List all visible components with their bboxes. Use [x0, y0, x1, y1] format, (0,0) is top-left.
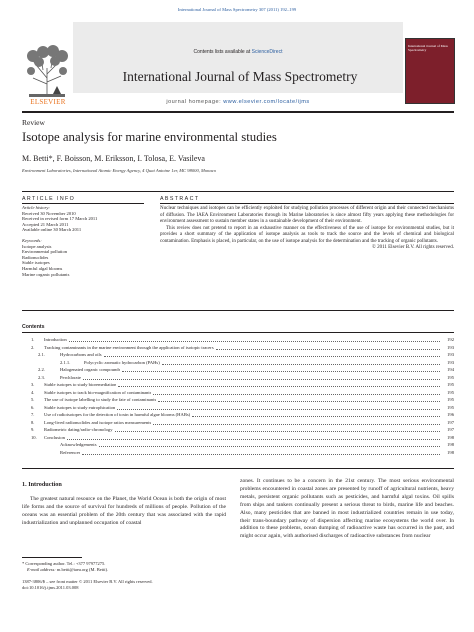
toc-entry[interactable] [22, 360, 454, 368]
keyword-item: Isotope analysis [22, 243, 52, 249]
keyword-item: Stable isotopes [22, 260, 50, 266]
toc-entry[interactable] [22, 345, 454, 353]
toc-entry-title[interactable]: Use of radioisotopes for the detection of toxin in harmful algae blooms (HABs) [44, 412, 191, 417]
toc-leader-dots [192, 412, 440, 417]
toc-entry-number: 8. [31, 419, 35, 425]
toc-entry[interactable] [22, 442, 454, 450]
toc-entry-page: 197 [447, 427, 454, 432]
keyword-item: Marine organic pollutants [22, 271, 70, 277]
toc-entry-page: 196 [447, 412, 454, 417]
table-of-contents [22, 337, 454, 457]
toc-entry-page: 197 [447, 419, 454, 425]
toc-leader-dots [82, 450, 440, 455]
toc-entry-number: 10. [31, 434, 37, 440]
toc-entry-title[interactable]: Polycyclic aromatic hydrocarbon (PAHs) [84, 359, 160, 365]
toc-entry-number: 6. [31, 404, 35, 410]
contents-prefix: Contents lists available at [193, 49, 252, 55]
toc-entry[interactable] [22, 367, 454, 375]
contents-heading: Contents [22, 324, 45, 330]
toc-entry-title[interactable]: Conclusion [44, 434, 65, 440]
article-info-rule [22, 203, 144, 204]
toc-entry-number: 1. [31, 337, 35, 342]
author-list[interactable]: M. Betti*, F. Boisson, M. Eriksson, I. Tolosa, E. Vasileva [22, 154, 205, 163]
toc-entry-title[interactable]: Stable isotopes to track bio-magnification of contaminants [44, 389, 152, 395]
toc-entry-title[interactable]: Hydrocarbons and oils [60, 352, 102, 357]
toc-entry-title[interactable]: Halogenated organic compounds [60, 367, 121, 372]
toc-entry-page: 195 [447, 397, 454, 402]
body-column-right [240, 478, 454, 541]
toc-entry-page: 195 [447, 374, 454, 380]
homepage-prefix: journal homepage: [166, 99, 224, 105]
abstract-bottom-rule [22, 310, 454, 311]
toc-leader-dots [153, 390, 440, 395]
toc-entry-number: 5. [31, 397, 35, 402]
toc-entry-page: 195 [447, 382, 454, 387]
publisher-name: ELSEVIER [30, 98, 66, 106]
cover-title: International Journal of Mass Spectrometry [408, 44, 448, 52]
copyright-notice: © 2011 Elsevier B.V. All rights reserved. [372, 245, 454, 250]
toc-leader-dots [117, 405, 440, 410]
toc-leader-dots [115, 427, 440, 432]
article-info-heading: ARTICLE INFO [22, 196, 76, 202]
toc-entry[interactable] [22, 352, 454, 360]
article-title: Isotope analysis for marine environmental studies [22, 130, 277, 144]
toc-entry[interactable] [22, 337, 454, 345]
contents-bottom-rule [22, 468, 454, 469]
toc-leader-dots [122, 367, 440, 372]
abstract-heading: ABSTRACT [160, 196, 200, 202]
toc-entry-title[interactable]: Introduction [44, 337, 67, 342]
toc-leader-dots [118, 382, 440, 387]
toc-entry[interactable] [22, 412, 454, 420]
toc-entry[interactable] [22, 420, 454, 428]
doi-link[interactable]: doi:10.1016/j.ijms.2011.03.008 [22, 585, 79, 591]
toc-leader-dots [69, 337, 440, 342]
footnote-rule [22, 557, 82, 558]
toc-entry-title[interactable]: Acknowledgements [60, 442, 97, 447]
toc-leader-dots [158, 397, 440, 402]
history-item: Received 30 November 2010 [22, 210, 76, 216]
info-top-rule [22, 191, 454, 192]
toc-entry-page: 193 [447, 359, 454, 365]
email-label: E-mail address: [27, 566, 56, 572]
toc-entry-title[interactable]: Tracking contaminants in the marine environment through the application of isotopic tracers [44, 344, 214, 350]
toc-leader-dots [83, 375, 440, 380]
issn-block [22, 579, 262, 591]
journal-title: International Journal of Mass Spectrometry [122, 69, 358, 84]
toc-entry-title[interactable]: Radiometric dating/radio-chronology [44, 427, 113, 432]
body-paragraph: zones. It continues to be a concern in the 21st century. The most serious environmental problems encountered in coastal zones are presented by runoff of agricultural nutrients, heavy metals, persistent organic pollutants such as pesticides, and harmful algal toxins. Oil spills from ships and tankers continually present a serious threat to birds, marine life and beaches. Also, many pesticides that are banned in most industrialized countries remain in use today, their trans-boundary pathway of dispersion affecting marine ecosystems the world over. In addition to these problems, ocean dumping of radioactive waste has occurred in the past, and might occur again, with authorised discharges of radioactive substances from nuclear [240, 478, 454, 540]
elsevier-tree-logo [23, 38, 71, 100]
toc-leader-dots [67, 435, 440, 440]
toc-entry[interactable] [22, 390, 454, 398]
homepage-link[interactable]: www.elsevier.com/locate/ijms [223, 99, 310, 105]
toc-entry-number: 7. [31, 412, 35, 417]
toc-entry-page: 195 [447, 404, 454, 410]
toc-entry-title[interactable]: Stable isotopes to study bioremediation [44, 382, 117, 387]
article-type: Review [22, 118, 45, 127]
toc-entry-title[interactable]: References [60, 449, 81, 455]
history-label: Article history: [22, 205, 50, 210]
author-affiliation: Environment Laboratories, International Atomic Energy Agency, 4 Quai Antoine 1er, MC 98000, Monaco [22, 168, 217, 173]
toc-entry[interactable] [22, 405, 454, 413]
toc-entry-page: 198 [447, 442, 454, 447]
toc-entry[interactable] [22, 375, 454, 383]
toc-entry-title[interactable]: Long-lived radionuclides and isotope ratios measurements [44, 419, 152, 425]
toc-entry-page: 198 [447, 449, 454, 455]
abstract-paragraph: This review does not pretend to report in an exhaustive manner on the effectiveness of the use of isotope for environmental studies, but it provides a short summary of the application of isotope analysis as tools to track the source and the levels of chemical and biological contamination. Emphasis is placed, in particular, on the use of isotope analysis for the determination and the tracking of organic pollutants. [160, 225, 454, 244]
toc-entry-title[interactable]: Stable isotopes to study eutrophication [44, 404, 116, 410]
history-item: Accepted 21 March 2011 [22, 221, 69, 227]
keywords-label: Keywords: [22, 237, 42, 243]
email-address[interactable]: m.betti@iaea.org (M. Betti). [55, 566, 109, 572]
toc-entry-page: 193 [447, 344, 454, 350]
toc-entry-page: 194 [447, 367, 454, 372]
contents-available-line [73, 49, 403, 55]
toc-entry-number: 2.3. [38, 374, 45, 380]
sciencedirect-link[interactable]: ScienceDirect [251, 49, 283, 55]
abstract-paragraph: Nuclear techniques and isotopes can be efficiently exploited for studying pollution processes of different origin and their connected mechanisms of diffusion. The IAEA Environment Laboratories through its Marine laboratories is since almost fifty years applying these methodologies for environment assessment to sustain member states in a sustainable development of their environment. [160, 206, 454, 224]
toc-entry-number: 4. [31, 389, 35, 395]
body-column-left [22, 496, 226, 528]
toc-entry-page: 192 [447, 337, 454, 342]
abstract-body [160, 206, 454, 252]
journal-homepage-line [73, 99, 403, 105]
keyword-item: Radionuclides [22, 254, 49, 260]
toc-leader-dots [153, 420, 440, 425]
header-rule [22, 111, 454, 113]
toc-entry-number: 9. [31, 427, 35, 432]
contents-rule [22, 332, 454, 333]
toc-leader-dots [162, 360, 440, 365]
toc-entry[interactable] [22, 397, 454, 405]
toc-leader-dots [104, 352, 440, 357]
toc-entry-page: 198 [447, 434, 454, 440]
history-item: Available online 30 March 2011 [22, 227, 82, 233]
corresponding-author-note: * Corresponding author. Tel.: +377 97977275. [22, 561, 106, 566]
toc-entry-page: 195 [447, 389, 454, 395]
toc-entry-number: 2.1.1. [60, 359, 71, 365]
running-citation[interactable]: International Journal of Mass Spectrometry 307 (2011) 192–199 [177, 7, 297, 12]
toc-entry[interactable] [22, 435, 454, 443]
body-paragraph: The greatest natural resource on the Planet, the World Ocean is both the origin of most life forms and the source of survival for hundreds of millions of people. Pollution of the oceans was an essential problem of the 20th century that was associated with the rapid industrialization and unplanned occupation of coastal [22, 496, 226, 526]
keyword-item: Harmful algal blooms [22, 265, 63, 271]
issn-line: 1387-3806/$ – see front matter © 2011 Elsevier B.V. All rights reserved. [22, 579, 153, 584]
toc-leader-dots [99, 442, 440, 447]
abstract-rule [160, 203, 454, 204]
toc-entry[interactable] [22, 382, 454, 390]
keyword-item: Environmental pollution [22, 249, 68, 255]
toc-entry-number: 2.2. [38, 367, 45, 372]
article-info [22, 205, 142, 277]
toc-entry[interactable] [22, 450, 454, 458]
email-line [22, 567, 226, 573]
toc-entry-title[interactable]: Perchlorate [60, 374, 81, 380]
section-heading-introduction: 1. Introduction [22, 481, 62, 488]
toc-entry-number: 2. [31, 344, 35, 350]
toc-entry-title[interactable]: The use of isotope labelling to study the fate of contaminants [44, 397, 157, 402]
toc-entry-number: 2.1. [38, 352, 45, 357]
toc-entry[interactable] [22, 427, 454, 435]
toc-entry-page: 193 [447, 352, 454, 357]
toc-leader-dots [216, 345, 440, 350]
footnote [22, 561, 226, 573]
history-item: Received in revised form 17 March 2011 [22, 216, 98, 222]
toc-entry-number: 3. [31, 382, 35, 387]
